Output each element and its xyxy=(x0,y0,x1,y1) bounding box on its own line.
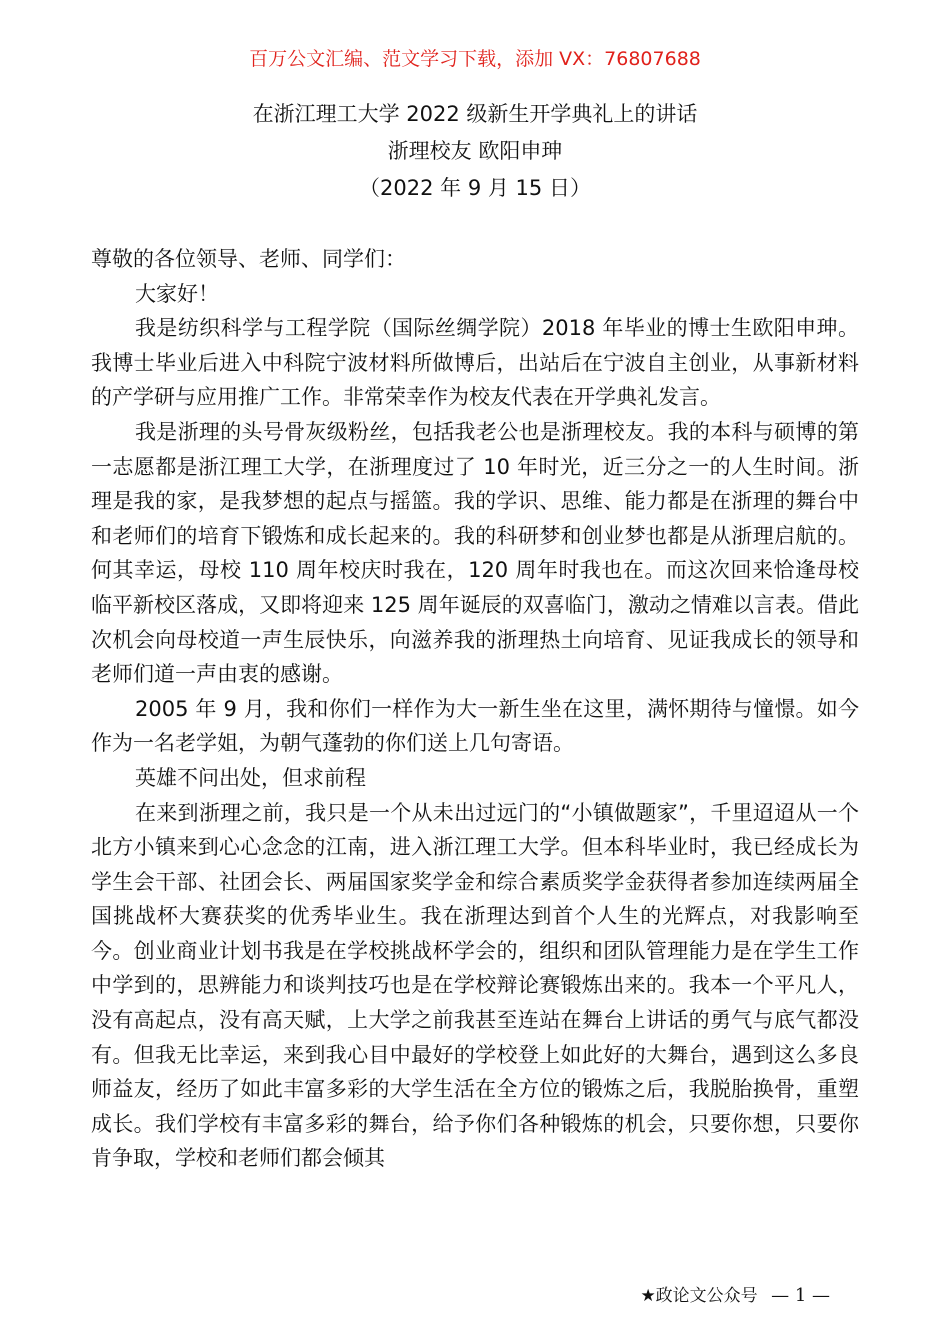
footer-source: ★政论文公众号 xyxy=(640,1286,758,1306)
speaker-line: 浙理校友 欧阳申珅 xyxy=(387,139,563,163)
paragraph-message: 2005 年 9 月，我和你们一样作为大一新生坐在这里，满怀期待与憧憬。如今作为一名老学姐，为朝气蓬勃的你们送上几句寄语。 xyxy=(91,696,859,756)
header-banner: 百万公文汇编、范文学习下载，添加 VX：76807688 xyxy=(249,48,701,70)
paragraph-intro: 我是纺织科学与工程学院（国际丝绸学院）2018 年毕业的博士生欧阳申珅。我博士毕业后进入中科院宁波材料所做博后，出站后在宁波自主创业，从事新材料的产学研与应用推广工作。非常荣幸作为校友代表在开学典礼发言。 xyxy=(91,316,859,410)
page-footer xyxy=(640,1284,830,1308)
salutation: 尊敬的各位领导、老师、同学们： xyxy=(91,247,406,271)
greeting: 大家好！ xyxy=(135,281,219,306)
title-block xyxy=(0,96,950,207)
paragraph-alma-mater: 我是浙理的头号骨灰级粉丝，包括我老公也是浙理校友。我的本科与硕博的第一志愿都是浙江理工大学，在浙理度过了 10 年时光，近三分之一的人生时间。浙理是我的家，是我梦想的起点与摇篮。我的学识、思维、能力都是在浙理的舞台中和老师们的培育下锻炼和成长起来的。我的科研梦和创业梦也都是从浙理启航的。何其幸运，母校 110 周年校庆时我在，120 周年时我也在。而这次回来恰逢母校临平新校区落成，又即将迎来 125 周年诞辰的双喜临门，激动之情难以言表。借此次机会向母校道一声生辰快乐，向滋养我的浙理热土向培育、见证我成长的领导和老师们道一声由衷的感谢。 xyxy=(91,419,859,687)
section-subheading: 英雄不问出处，但求前程 xyxy=(135,765,366,790)
page-number: — 1 — xyxy=(771,1285,830,1306)
paragraph-story: 在来到浙理之前，我只是一个从未出过远门的“小镇做题家”，千里迢迢从一个北方小镇来到心心念念的江南，进入浙江理工大学。但本科毕业时，我已经成长为学生会干部、社团会长、两届国家奖学金和综合素质奖学金获得者参加连续两届全国挑战杯大赛获奖的优秀毕业生。我在浙理达到首个人生的光辉点，对我影响至今。创业商业计划书我是在学校挑战杯学会的，组织和团队管理能力是在学生工作中学到的，思辨能力和谈判技巧也是在学校辩论赛锻炼出来的。我本一个平凡人，没有高起点，没有高天赋，上大学之前我甚至连站在舞台上讲话的勇气与底气都没有。但我无比幸运，来到我心目中最好的学校登上如此好的大舞台，遇到这么多良师益友，经历了如此丰富多彩的大学生活在全方位的锻炼之后，我脱胎换骨，重塑成长。我们学校有丰富多彩的舞台，给予你们各种锻炼的机会，只要你想，只要你肯争取，学校和老师们都会倾其 xyxy=(91,800,859,1171)
speech-date: （2022 年 9 月 15 日） xyxy=(359,176,591,200)
speech-body xyxy=(91,242,859,1176)
speech-title: 在浙江理工大学 2022 级新生开学典礼上的讲话 xyxy=(252,102,698,126)
